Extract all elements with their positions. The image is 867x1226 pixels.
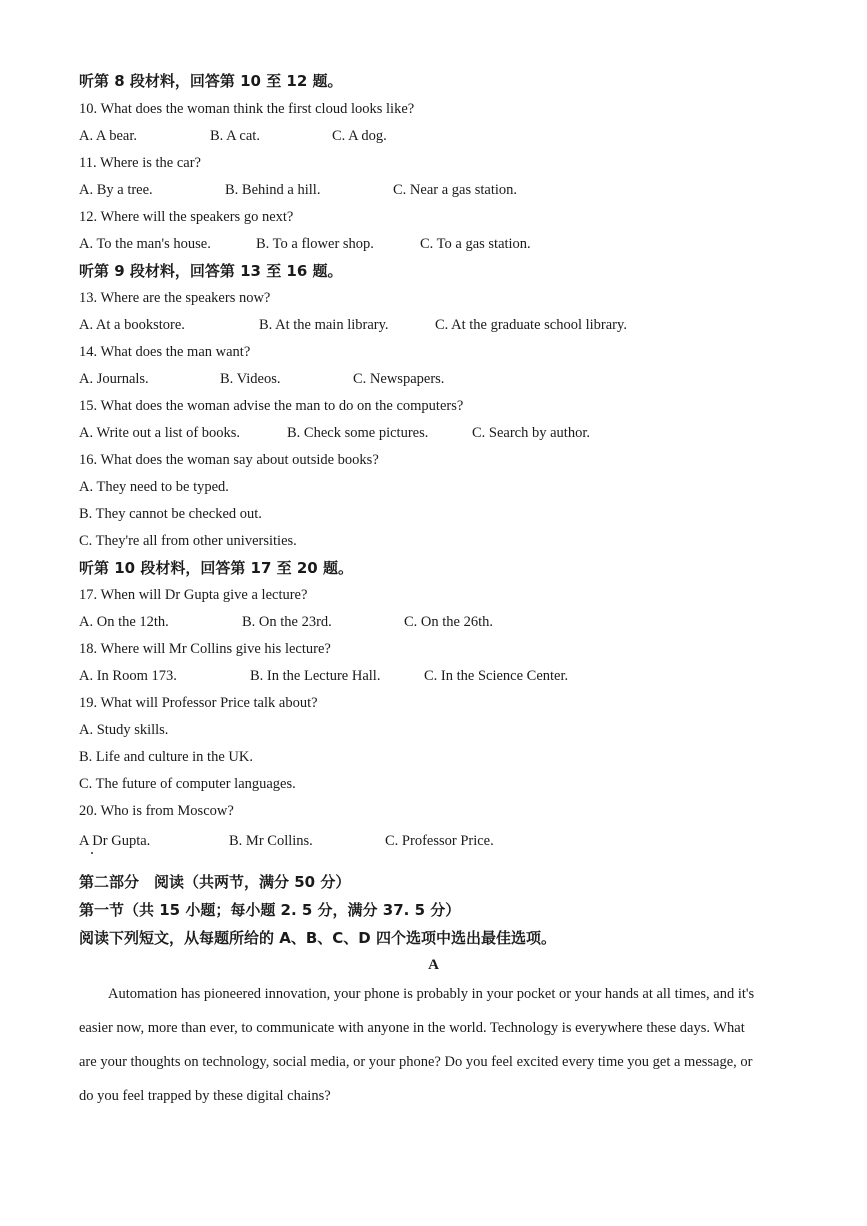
paragraph-line: are your thoughts on technology, social media, or your phone? Do you feel excited every time you get a message, or [79,1054,753,1070]
option-11b: B. Behind a hill. [225,182,321,198]
section-header-9: 听第 9 段材料，回答第 13 至 16 题。 [79,262,343,280]
option-16c: C. They're all from other universities. [79,533,297,549]
option-15c: C. Search by author. [472,425,590,441]
question-17: 17. When will Dr Gupta give a lecture? [79,587,308,603]
option-18a: A. In Room 173. [79,668,177,684]
option-16b: B. They cannot be checked out. [79,506,262,522]
stray-dot [91,852,93,854]
question-18: 18. Where will Mr Collins give his lecture? [79,641,331,657]
option-10b: B. A cat. [210,128,260,144]
question-19: 19. What will Professor Price talk about? [79,695,318,711]
question-15: 15. What does the woman advise the man to do on the computers? [79,398,464,414]
paragraph-line: do you feel trapped by these digital chains? [79,1088,331,1104]
passage-paragraph [79,977,791,1113]
option-16a: A. They need to be typed. [79,479,229,495]
option-17b: B. On the 23rd. [242,614,332,630]
question-12: 12. Where will the speakers go next? [79,209,294,225]
question-16: 16. What does the woman say about outside books? [79,452,379,468]
option-19b: B. Life and culture in the UK. [79,749,253,765]
paragraph-line: easier now, more than ever, to communicate with anyone in the world. Technology is everywhere these days. What [79,1020,745,1036]
question-14: 14. What does the man want? [79,344,251,360]
option-20a: A Dr Gupta. [79,833,151,849]
option-18c: C. In the Science Center. [424,668,569,684]
paragraph-line: Automation has pioneered innovation, your phone is probably in your pocket or your hands at all times, and it's [108,986,755,1002]
question-13: 13. Where are the speakers now? [79,290,271,306]
option-12c: C. To a gas station. [420,236,531,252]
option-13c: C. At the graduate school library. [435,317,627,333]
option-15a: A. Write out a list of books. [79,425,241,441]
option-13a: A. At a bookstore. [79,317,185,333]
section-header-8: 听第 8 段材料，回答第 10 至 12 题。 [79,72,343,90]
option-10a: A. A bear. [79,128,137,144]
option-14a: A. Journals. [79,371,149,387]
option-19c: C. The future of computer languages. [79,776,296,792]
option-10c: C. A dog. [332,128,387,144]
option-14b: B. Videos. [220,371,281,387]
option-19a: A. Study skills. [79,722,169,738]
question-10: 10. What does the woman think the first cloud looks like? [79,101,415,117]
part2-instruction: 阅读下列短文，从每题所给的 A、B、C、D 四个选项中选出最佳选项。 [79,929,556,947]
question-11: 11. Where is the car? [79,155,201,171]
option-18b: B. In the Lecture Hall. [250,668,381,684]
option-13b: B. At the main library. [259,317,389,333]
option-17c: C. On the 26th. [404,614,494,630]
option-15b: B. Check some pictures. [287,425,429,441]
option-12a: A. To the man's house. [79,236,211,252]
passage-label: A [428,957,439,973]
option-12b: B. To a flower shop. [256,236,374,252]
option-14c: C. Newspapers. [353,371,445,387]
option-20c: C. Professor Price. [385,833,494,849]
part2-title: 第二部分 阅读（共两节，满分 50 分） [79,873,351,891]
question-20: 20. Who is from Moscow? [79,803,234,819]
option-11c: C. Near a gas station. [393,182,518,198]
option-11a: A. By a tree. [79,182,153,198]
option-20b: B. Mr Collins. [229,833,313,849]
option-17a: A. On the 12th. [79,614,169,630]
section-header-10: 听第 10 段材料，回答第 17 至 20 题。 [79,559,353,577]
part2-section1: 第一节（共 15 小题；每小题 2. 5 分，满分 37. 5 分） [79,901,461,919]
